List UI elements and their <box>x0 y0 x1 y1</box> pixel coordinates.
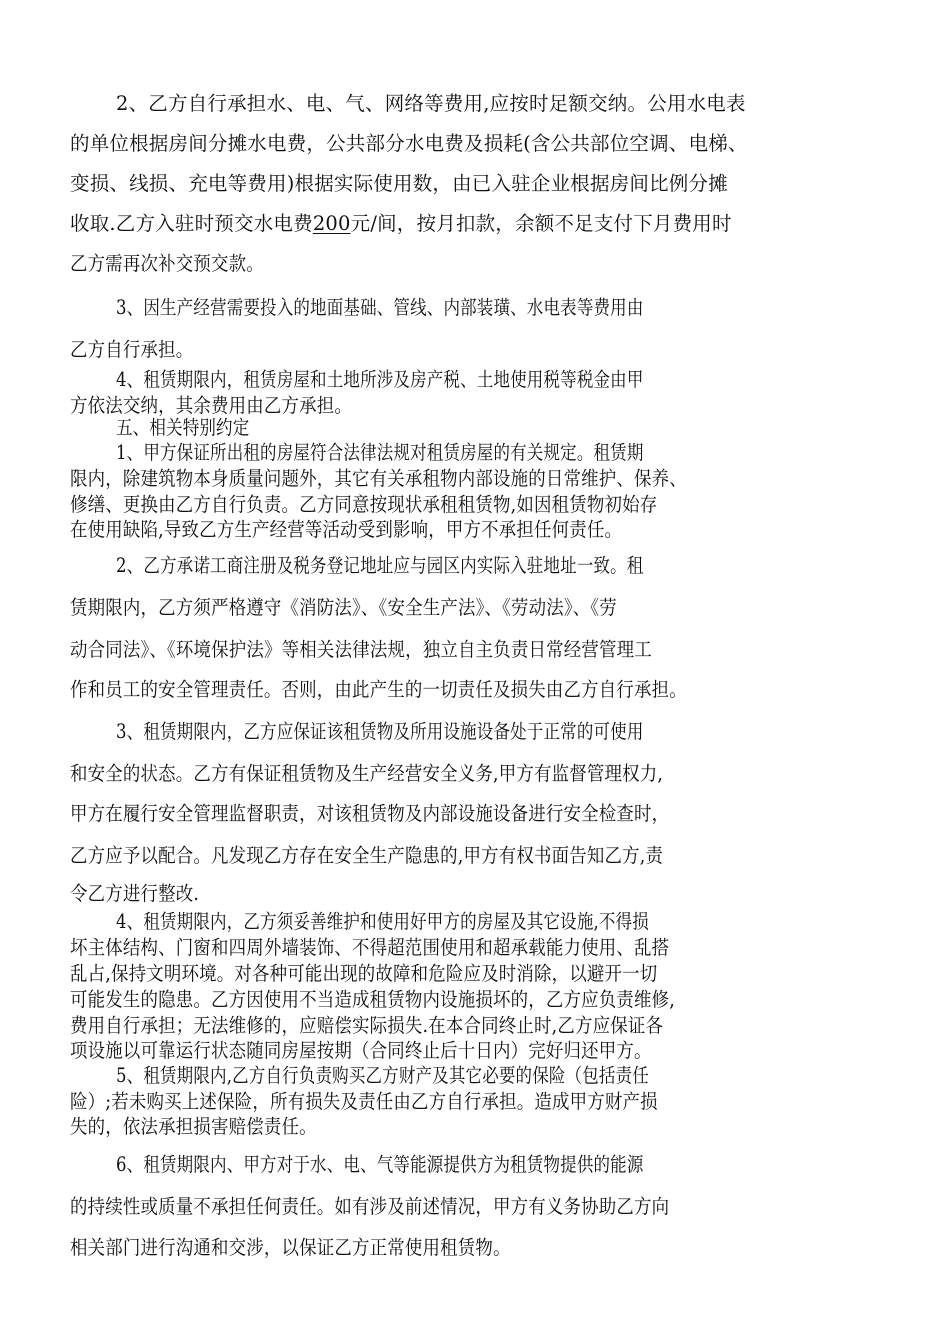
special-4-line-4: 可能发生的隐患。乙方因使用不当造成租赁物内设施损坏的，乙方应负责维修, <box>70 988 675 1011</box>
special-6-line-3: 相关部门进行沟通和交涉，以保证乙方正常使用租赁物。 <box>70 1236 511 1259</box>
para-fees-line-3: 变损、线损、充电等费用)根据实际使用数，由已入驻企业根据房间比例分摊 <box>70 172 728 195</box>
para-fees-line-4-end: 元/间，按月扣款，余额不足支付下月费用时 <box>350 212 732 235</box>
special-3-line-4: 乙方应予以配合。凡发现乙方存在安全生产隐患的,甲方有权书面告知乙方,责 <box>70 844 664 867</box>
para-costs-line-2: 乙方自行承担。 <box>70 338 194 361</box>
special-5-line-3: 失的，依法承担损害赔偿责任。 <box>70 1115 317 1138</box>
special-2-line-2: 赁期限内，乙方须严格遵守《消防法》、《安全生产法》、《劳动法》、《劳 <box>70 596 617 619</box>
special-4-line-2: 坏主体结构、门窗和四周外墙装饰、不得超范围使用和超承载能力使用、乱搭 <box>70 936 670 959</box>
para-fees-line-4-start: 收取.乙方入驻时预交水电费 <box>70 212 313 235</box>
special-6-line-2: 的持续性或质量不承担任何责任。如有涉及前述情况，甲方有义务协助乙方向 <box>70 1195 670 1218</box>
para-tax-line-2: 方依法交纳，其余费用由乙方承担。 <box>70 394 353 417</box>
para-costs-line-1: 3、因生产经营需要投入的地面基础、管线、内部装璜、水电表等费用由 <box>116 296 644 319</box>
para-fees-line-1: 2、乙方自行承担水、电、气、网络等费用,应按时足额交纳。公用水电表 <box>116 92 746 115</box>
special-1-line-4: 在使用缺陷,导致乙方生产经营等活动受到影响，甲方不承担任何责任。 <box>70 518 623 541</box>
special-3-line-1: 3、租赁期限内，乙方应保证该租赁物及所用设施设备处于正常的可使用 <box>116 720 644 743</box>
special-2-line-3: 动合同法》、《环境保护法》等相关法律法规，独立自主负责日常经营管理工 <box>70 638 652 661</box>
para-fees-line-4 <box>70 212 890 236</box>
para-tax-line-1: 4、租赁期限内，租赁房屋和土地所涉及房产税、土地使用税等税金由甲 <box>116 368 644 391</box>
special-3-line-2: 和安全的状态。乙方有保证租赁物及生产经营安全义务,甲方有监督管理权力, <box>70 762 664 785</box>
special-1-line-3: 修缮、更换由乙方自行负责。乙方同意按现状承租租赁物,如因租赁物初始存 <box>70 493 658 516</box>
special-3-line-3: 甲方在履行安全管理监督职责，对该租赁物及内部设施设备进行安全检查时， <box>70 802 670 825</box>
para-fees-line-5: 乙方需再次补交预交款。 <box>70 252 264 275</box>
section-heading: 五、相关特别约定 <box>116 416 250 439</box>
special-4-line-6: 项设施以可靠运行状态随同房屋按期（合同终止后十日内）完好归还甲方。 <box>70 1039 652 1062</box>
special-1-line-2: 限内，除建筑物本身质量问题外，其它有关承租物内部设施的日常维护、保养、 <box>70 467 687 490</box>
special-4-line-1: 4、租赁期限内，乙方须妥善维护和使用好甲方的房屋及其它设施,不得损 <box>116 910 649 933</box>
special-5-line-2: 险）;若未购买上述保险，所有损失及责任由乙方自行承担。造成甲方财产损 <box>70 1090 658 1113</box>
special-1-line-1: 1、甲方保证所出租的房屋符合法律法规对租赁房屋的有关规定。租赁期 <box>116 441 644 464</box>
special-4-line-5: 费用自行承担；无法维修的，应赔偿实际损失.在本合同终止时,乙方应保证各 <box>70 1014 664 1037</box>
para-fees-line-2: 的单位根据房间分摊水电费，公共部分水电费及损耗(含公共部位空调、电梯、 <box>70 132 748 155</box>
special-2-line-1: 2、乙方承诺工商注册及税务登记地址应与园区内实际入驻地址一致。租 <box>116 554 644 577</box>
special-2-line-4: 作和员工的安全管理责任。否则，由此产生的一切责任及损失由乙方自行承担。 <box>70 678 687 701</box>
special-6-line-1: 6、租赁期限内、甲方对于水、电、气等能源提供方为租赁物提供的能源 <box>116 1153 644 1176</box>
special-5-line-1: 5、租赁期限内,乙方自行负责购买乙方财产及其它必要的保险（包括责任 <box>116 1064 649 1087</box>
prepaid-amount: 200 <box>312 212 351 235</box>
special-3-line-5: 令乙方进行整改. <box>70 882 200 905</box>
special-4-line-3: 乱占,保持文明环境。对各种可能出现的故障和危险应及时消除，以避开一切 <box>70 962 658 985</box>
